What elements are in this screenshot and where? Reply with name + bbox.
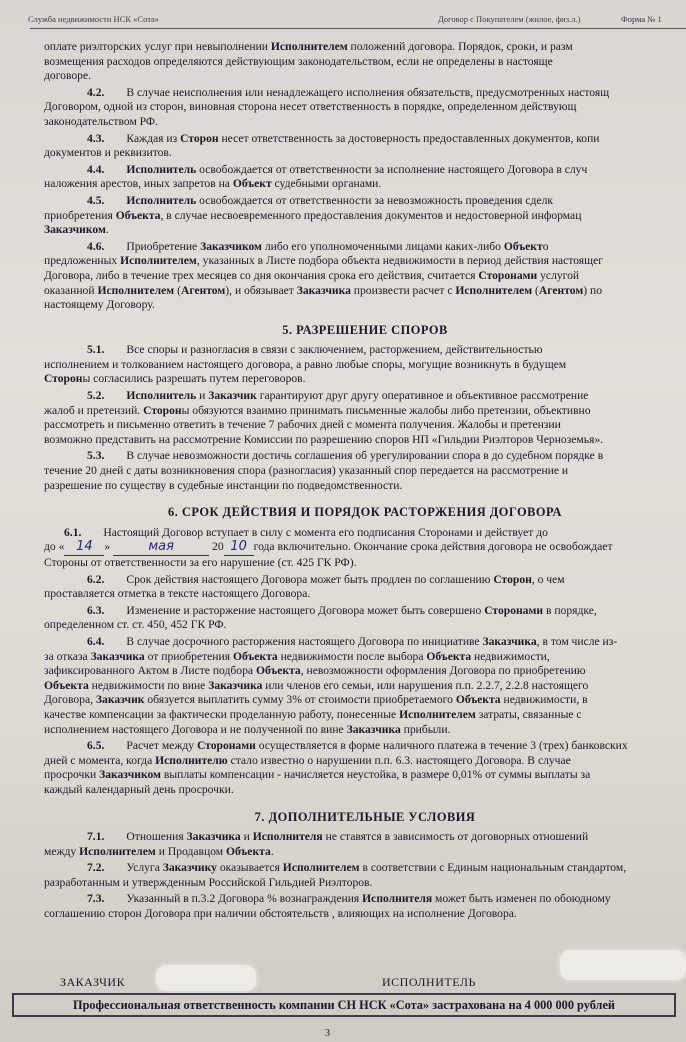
clause-line: каждый календарный день просрочки. [44, 782, 234, 796]
clause-line: 4.3. Каждая из Сторон несет ответственность за достоверность предоставленных документов, копи [87, 131, 600, 145]
date-close: » [104, 540, 111, 554]
section-7-title: 7. ДОПОЛНИТЕЛЬНЫЕ УСЛОВИЯ [254, 809, 476, 824]
clause-number: 6.2. [87, 572, 105, 586]
clause-line: качестве компенсации за фактически проделанную работу, понесенные Исполнителем затраты, связанные с [44, 707, 582, 721]
clause-number: 5.1. [87, 343, 105, 357]
clause-line: Стороны согласились разрешать путем переговоров. [44, 372, 306, 386]
section-6 [44, 573, 686, 798]
clause-line: оплате риэлторских услуг при невыполнении Исполнителем положений договора. Порядок, сроки, и разм [44, 40, 573, 53]
clause-number: 6.3. [87, 603, 105, 617]
clause-line: 5.1. Все споры и разногласия в связи с заключением, расторжением, действительностью [87, 343, 543, 357]
clause-4-3 [44, 132, 686, 161]
clause-5-2 [44, 389, 686, 447]
clause-number: 4.3. [87, 131, 105, 145]
clause-line: исполнением настоящего Договора и не полученной по вине Заказчика прибыли. [44, 722, 451, 736]
clause-line: возможно представить на рассмотрение Комиссии по разрешению споров НП «Гильдии Риэлторов Черноземья». [44, 432, 604, 446]
clause-line: 6.5. Расчет между Сторонами осуществляется в форме наличного платежа в течение 3 (трех) банковских [87, 739, 628, 753]
page-number: 3 [325, 1028, 330, 1039]
clause-line: разработанным и утвержденным Российской Гильдией Риэлторов. [44, 875, 373, 889]
clause-line: документов и реквизитов. [44, 146, 172, 160]
clause-line: 4.6. Приобретение Заказчиком либо его уполномоченными лицами каких-либо Объекто [87, 239, 549, 253]
clause-5-3 [44, 449, 686, 493]
clause-line: разрешение по существу в судебные инстанции по подведомственности. [44, 478, 403, 492]
clause-line: 5.2. Исполнитель и Заказчик гарантируют друг другу оперативное и объективное рассмотрение [87, 389, 589, 403]
clause-line: рассмотреть и письменно ответить в течение 7 рабочих дней с момента получения. Жалобы и претензии [44, 418, 561, 432]
clause-line: 4.2. В случае неисполнения или ненадлежащего исполнения обязательств, предусмотренных настоящ [87, 85, 610, 99]
clause-line: законодательством РФ. [44, 114, 158, 128]
clause-line: жалоб и претензий. Стороны обязуются взаимно принимать письменные жалобы либо претензии, объективно [44, 403, 591, 417]
clause-line: определенном ст. ст. 450, 452 ГК РФ. [44, 618, 227, 632]
clause-line: приобретения Объекта, в случае несвоевременного предоставления документов и недостоверной информац [44, 208, 582, 222]
clause-line: зафиксированного Актом в Листе подбора Объекта, невозможности оформления Договора по приобретению [44, 664, 586, 678]
clause-6-1-line3: Стороны от ответственности за его нарушение (ст. 425 ГК РФ). [44, 556, 357, 569]
clause-line: 7.3. Указанный в п.3.2 Договора % вознаграждения Исполнителя может быть изменен по обоюдному [87, 892, 611, 906]
clause-line: проставляется отметка в тексте настоящего Договора. [44, 587, 311, 601]
clause-line: Договора, Заказчик обязуется выплатить сумму 3% от стоимости приобретаемого Объекта недвижимости, в [44, 693, 588, 707]
handwritten-month: мая [148, 540, 174, 555]
clause-line: Договора, либо в течение трех месяцев со дня окончания срока его действия, считается Сторонами услугой [44, 268, 580, 282]
date-prefix: до « [44, 540, 65, 554]
clause-line: просрочки Заказчиком выплаты компенсации - начисляется неустойка, в размере 0,01% от суммы выплаты за [44, 768, 591, 782]
clause-line: наложения арестов, иных запретов на Объект судебными органами. [44, 177, 382, 191]
clause-line: за отказа Заказчика от приобретения Объекта недвижимости после выбора Объекта недвижимости, [44, 649, 550, 663]
clause-line: дней с момента, когда Исполнителю стало известно о нарушении п.п. 6.3. настоящего Договора. В случае [44, 753, 571, 767]
section-7 [44, 830, 686, 922]
clause-6-2 [44, 573, 686, 602]
clause-number: 7.2. [87, 861, 105, 875]
header-rule [30, 28, 686, 29]
clause-line: возмещения расходов определяются действующим законодательством, если не определены в настояще [44, 54, 553, 68]
clause-4-5 [44, 194, 686, 238]
clause-number: 5.2. [87, 389, 105, 403]
clause-cont [44, 40, 686, 84]
clause-line: 7.1. Отношения Заказчика и Исполнителя не ставятся в зависимость от договорных отношений [87, 830, 589, 844]
redacted-signature-customer [156, 965, 256, 991]
clause-number: 6.4. [87, 634, 105, 648]
clause-line: предложенных Исполнителем, указанных в Листе подбора объекта недвижимости в период действия настоящег [44, 254, 603, 268]
clause-number: 7.1. [87, 830, 105, 844]
clause-7-1 [44, 830, 686, 859]
clause-line: Договором, одной из сторон, виновная сторона несет ответственность в порядке, определенном действующ [44, 100, 577, 114]
clause-line: исполнением и толкованием настоящего договора, а равно любые споры, могущие возникнуть в будущем [44, 357, 567, 371]
section-6-title: 6. СРОК ДЕЙСТВИЯ И ПОРЯДОК РАСТОРЖЕНИЯ ДОГОВОРА [168, 505, 562, 520]
year-prefix: 20 [212, 540, 224, 554]
clause-line: 7.2. Услуга Заказчику оказывается Исполнителем в соответствии с Единым национальным стандартом, [87, 861, 627, 875]
clause-line: Объекта недвижимости по вине Заказчика или членов его семьи, или нарушения п.п. 2.2.7, 2.2.8 настоящего [44, 678, 589, 692]
clause-line: 6.3. Изменение и расторжение настоящего Договора может быть совершено Сторонами в порядке, [87, 603, 597, 617]
clause-number: 6.1. [64, 525, 82, 539]
clause-number: 4.6. [87, 239, 105, 253]
clause-6-1-line1: Настоящий Договор вступает в силу с момента его подписания Сторонами и действует до [103, 525, 548, 539]
clause-4-2 [44, 86, 686, 130]
clause-line: оказанной Исполнителем (Агентом), и обязывает Заказчика произвести расчет с Исполнителем (Агентом) по [44, 283, 602, 297]
clause-6-5 [44, 739, 686, 797]
clause-line: договоре. [44, 69, 91, 83]
clause-line: соглашению сторон Договора при наличии обстоятельств , влияющих на исполнение Договора. [44, 907, 517, 921]
clause-line: течение 20 дней с даты возникновения спора (разногласия) указанный спор передается на рассмотрение и [44, 464, 569, 478]
handwritten-day: 14 [76, 540, 93, 555]
clause-5-1 [44, 343, 686, 387]
redacted-signature-executor [560, 950, 686, 980]
clause-number: 5.3. [87, 449, 105, 463]
section-5 [44, 343, 686, 493]
clause-4-4 [44, 163, 686, 192]
clause-line: 5.3. В случае невозможности достичь соглашения об урегулировании спора в до судебном порядке в [87, 449, 604, 463]
clause-line: 6.4. В случае досрочного расторжения настоящего Договора по инициативе Заказчика, в том числе из- [87, 634, 618, 648]
clause-number: 6.5. [87, 739, 105, 753]
header-contract-type: Договор с Покупателем (жилое, физ.л.) [438, 14, 581, 24]
clause-number: 4.4. [87, 162, 105, 176]
clause-number: 7.3. [87, 892, 105, 906]
clause-6-1-rest: года включительно. Окончание срока действия договора не освобождает [253, 540, 613, 554]
customer-signature-label: ЗАКАЗЧИК [60, 975, 126, 989]
clause-number: 4.2. [87, 85, 105, 99]
clause-line: 6.2. Срок действия настоящего Договора может быть продлен по соглашению Сторон, о чем [87, 572, 565, 586]
document-body [44, 40, 686, 924]
section-4-continued [44, 40, 686, 313]
clause-6-3 [44, 604, 686, 633]
clause-6-1 [44, 526, 686, 571]
clause-line: 4.5. Исполнитель освобождается от ответственности за невозможность проведения сделк [87, 193, 554, 207]
insurance-notice: Профессиональная ответственность компании СН НСК «Сота» застрахована на 4 000 000 рублей [12, 993, 676, 1017]
clause-line: между Исполнителем и Продавцом Объекта. [44, 844, 274, 858]
header-company: Служба недвижимости НСК «Сота» [28, 14, 160, 24]
clause-line: настоящему Договору. [44, 298, 155, 312]
clause-4-6 [44, 240, 686, 313]
clause-line: Заказчиком. [44, 223, 109, 237]
clause-6-4 [44, 635, 686, 737]
header-form-number: Форма № 1 [621, 14, 662, 24]
clause-number: 4.5. [87, 193, 105, 207]
clause-7-3 [44, 892, 686, 921]
executor-signature-label: ИСПОЛНИТЕЛЬ [382, 975, 476, 989]
clause-line: 4.4. Исполнитель освобождается от ответственности за исполнение настоящего Договора в случ [87, 162, 588, 176]
clause-7-2 [44, 861, 686, 890]
handwritten-year: 10 [230, 540, 247, 555]
page-header [0, 6, 686, 26]
section-5-title: 5. РАЗРЕШЕНИЕ СПОРОВ [282, 322, 448, 337]
